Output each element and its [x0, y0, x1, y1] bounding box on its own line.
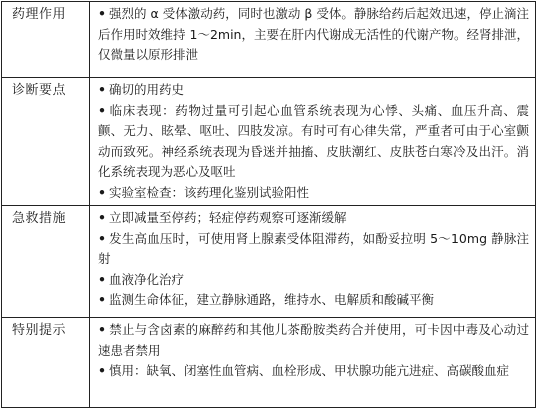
list-item: • 确切的用药史: [98, 80, 529, 101]
bullet-icon: •: [98, 102, 106, 118]
bullet-icon: •: [98, 230, 106, 246]
row-content-diagnosis: [90, 78, 536, 206]
table-row: [2, 78, 536, 206]
row-label-special-notes: 特别提示: [2, 318, 90, 408]
list-item: • 监测生命体征，建立静脉通路，维持水、电解质和酸碱平衡: [98, 290, 529, 311]
row-content-special-notes: [90, 318, 536, 408]
list-item: • 立即减量至停药；轻症停药观察可逐渐缓解: [98, 208, 529, 229]
row-label-diagnosis: 诊断要点: [2, 78, 90, 206]
bullet-icon: •: [98, 292, 106, 307]
list-item: • 血液净化治疗: [98, 270, 529, 291]
list-item: • 慎用：缺氧、闭塞性血管病、血栓形成、甲状腺功能亢进症、高碳酸血症: [98, 361, 529, 382]
row-content-pharmacology: [90, 2, 536, 78]
table-row: [2, 2, 536, 78]
table-row: [2, 318, 536, 408]
row-label-emergency: 急救措施: [2, 206, 90, 318]
list-item: • 发生高血压时，可使用肾上腺素受体阻滞药，如酚妥拉明 5～10mg 静脉注射: [98, 230, 529, 266]
bullet-icon: •: [98, 210, 106, 225]
bullet-icon: •: [98, 271, 106, 287]
list-item: • 临床表现：药物过量可引起心血管系统表现为心悸、头痛、血压升高、震颤、无力、眩晕、呕吐、四肢发凉。有时可有心律失常，严重者可由于心室颤动而致死。神经系统表现为昏迷并抽搐、皮肤潮红、皮肤苍白寒冷及出汗。消化系统表现为恶心及呕吐: [98, 102, 529, 179]
bullet-icon: •: [98, 322, 106, 337]
list-item: • 实验室检查：该药理化鉴别试验阳性: [98, 183, 529, 204]
bullet-icon: •: [98, 363, 106, 378]
list-item: • 强烈的 α 受体激动药，同时也激动 β 受体。静脉给药后起效迅速，停止滴注后作用时效维持 1～2min，主要在肝内代谢成无活性的代谢产物。经肾排泄，仅微量以原形排泄: [98, 6, 529, 62]
bullet-icon: •: [98, 184, 106, 200]
drug-info-table: [1, 1, 536, 408]
list-item: • 禁止与含卤素的麻醉药和其他儿茶酚胺类药合并使用，可卡因中毒及心动过速患者禁用: [98, 322, 529, 358]
row-content-emergency: [90, 206, 536, 318]
bullet-icon: •: [98, 82, 106, 97]
bullet-icon: •: [98, 6, 106, 21]
table-row: [2, 206, 536, 318]
row-label-pharmacology: 药理作用: [2, 2, 90, 78]
